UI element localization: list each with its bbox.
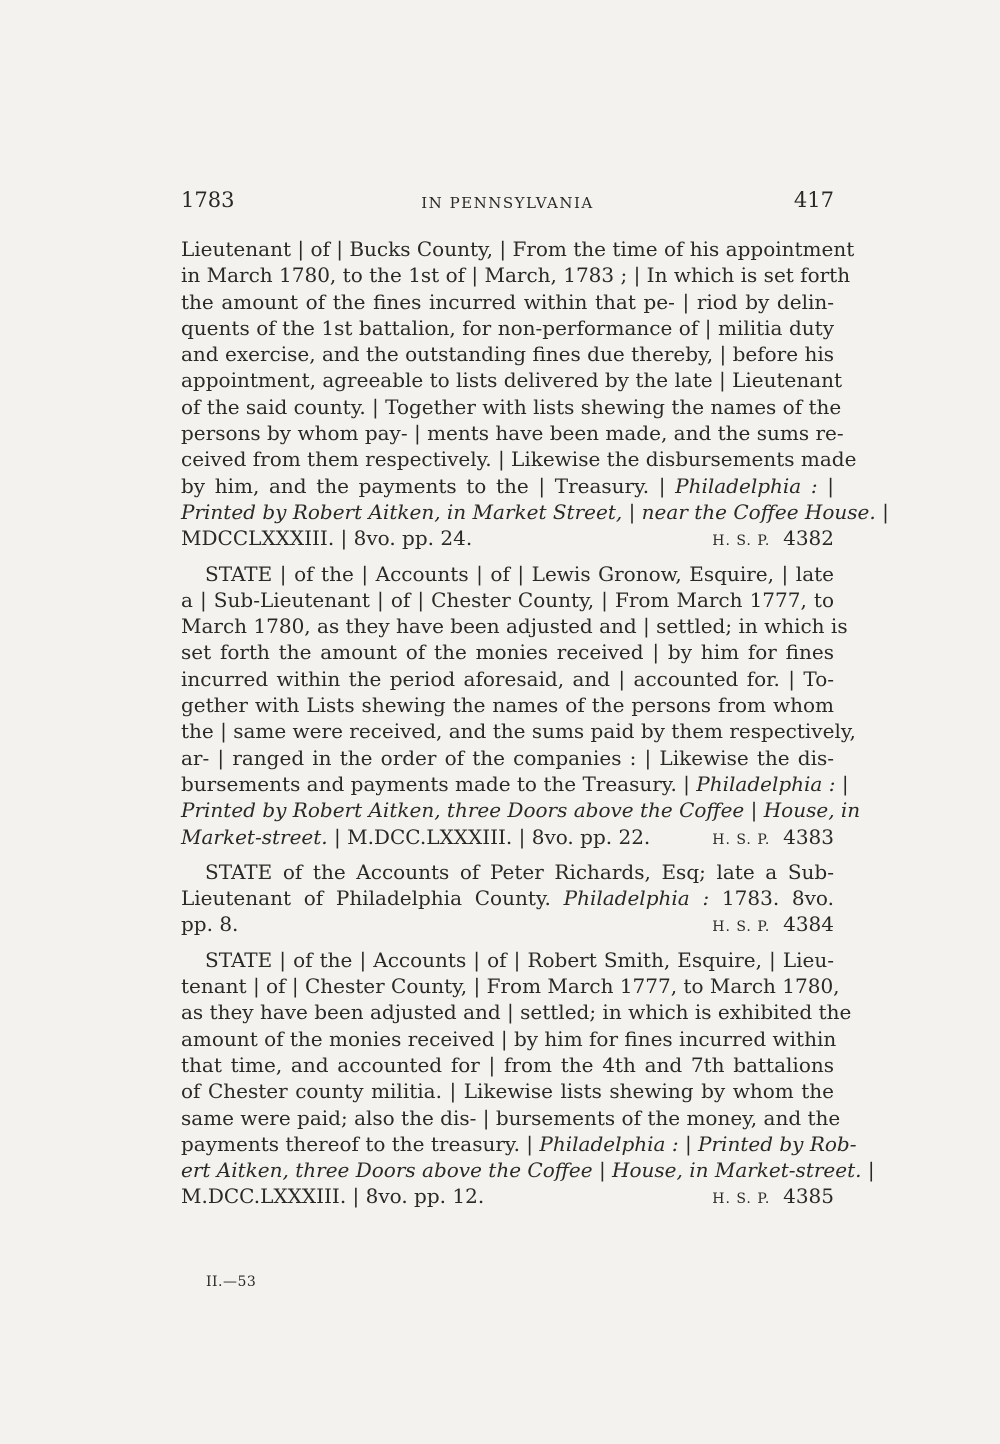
entry-text: | xyxy=(875,499,889,524)
entry-text: payments thereof to the treasury. | xyxy=(181,1131,540,1156)
entry-line: March 1780, as they have been adjusted and | settled; in which is xyxy=(181,614,848,639)
library-code: H. S. P. xyxy=(712,919,771,936)
entry-line: as they have been adjusted and | settled; in which is exhibited the xyxy=(181,1000,852,1025)
header-title: IN PENNSYLVANIA xyxy=(421,194,594,212)
entry-line: STATE | of the | Accounts | of | Robert Smith, Esquire, | Lieu- xyxy=(205,947,834,972)
entry-text: | xyxy=(817,473,834,498)
header-year: 1783 xyxy=(181,188,235,212)
imprint-printer: ert Aitken, three Doors above the Coffee | House, in Market-street. xyxy=(181,1158,862,1183)
imprint-street: Market-street. xyxy=(181,824,328,849)
entry-line: gether with Lists shewing the names of the persons from whom xyxy=(181,693,834,718)
entry-line xyxy=(181,1183,834,1209)
imprint-place: Philadelphia : | Printed by Rob- xyxy=(539,1131,857,1156)
entry-line: the | same were received, and the sums paid by them respectively, xyxy=(181,719,856,744)
catalog-reference xyxy=(712,525,834,554)
imprint-place: Philadelphia : xyxy=(675,473,818,498)
entry-line xyxy=(181,771,849,797)
bibliography-entry-4383 xyxy=(181,561,861,850)
entry-line: of the said county. | Together with lists shewing the names of the xyxy=(181,394,842,419)
entry-line: STATE | of the | Accounts | of | Lewis Gronow, Esquire, | late xyxy=(205,561,834,586)
entry-text: Lieutenant of Philadelphia County. xyxy=(181,886,564,911)
entry-number: 4383 xyxy=(783,824,834,849)
entry-line xyxy=(181,1131,857,1157)
entry-number: 4382 xyxy=(783,526,834,551)
library-code: H. S. P. xyxy=(712,1191,771,1208)
entry-line: quents of the 1st battalion, for non-performance of | militia duty xyxy=(181,315,834,340)
entry-line: ceived from them respectively. | Likewise the disbursements made xyxy=(181,447,857,472)
entry-line: amount of the monies received | by him for fines incurred within xyxy=(181,1026,837,1051)
entry-line: tenant | of | Chester County, | From March 1777, to March 1780, xyxy=(181,974,840,999)
entry-line: persons by whom pay- | ments have been made, and the sums re- xyxy=(181,421,844,446)
entry-line xyxy=(181,797,861,823)
entry-line: in March 1780, to the 1st of | March, 1783 ; | In which is set forth xyxy=(181,263,851,288)
entry-line xyxy=(181,1157,875,1183)
entry-line xyxy=(181,525,834,551)
entry-text: | xyxy=(861,1158,875,1183)
entry-line: same were paid; also the dis- | bursements of the money, and the xyxy=(181,1105,841,1130)
entry-text: | M.DCC.LXXXIII. | 8vo. pp. 22. xyxy=(327,824,651,849)
entry-line: and exercise, and the outstanding fines due thereby, | before his xyxy=(181,342,834,367)
running-header xyxy=(181,188,834,222)
entry-text: by him, and the payments to the | Treasury. | xyxy=(181,473,676,498)
entry-line: set forth the amount of the monies received | by him for fines xyxy=(181,640,834,665)
entry-number: 4385 xyxy=(783,1184,834,1209)
bibliography-entry-4384 xyxy=(181,859,834,938)
bibliography-entry-4385 xyxy=(181,947,875,1210)
entry-text: pp. 8. xyxy=(181,912,239,937)
entry-text: | xyxy=(835,771,849,796)
page-number: 417 xyxy=(793,188,834,212)
entry-text: bursements and payments made to the Treasury. | xyxy=(181,771,697,796)
entry-line xyxy=(181,499,889,525)
entry-text: M.DCC.LXXXIII. | 8vo. pp. 12. xyxy=(181,1184,485,1209)
imprint-printer: Printed by Robert Aitken, three Doors above the Coffee | House, in xyxy=(181,798,861,823)
catalog-reference xyxy=(712,1183,834,1212)
entry-line: the amount of the fines incurred within that pe- | riod by delin- xyxy=(181,289,834,314)
entry-text: MDCCLXXXIII. | 8vo. pp. 24. xyxy=(181,526,473,551)
entry-line: Lieutenant | of | Bucks County, | From the time of his appointment xyxy=(181,237,855,261)
entry-line xyxy=(181,473,834,499)
catalog-reference xyxy=(712,824,834,853)
page-body xyxy=(181,236,889,1213)
imprint-printer: Printed by Robert Aitken, in Market Street, | near the Coffee House. xyxy=(181,499,876,524)
library-code: H. S. P. xyxy=(712,831,771,848)
entry-line xyxy=(181,885,834,911)
signature-mark: II.—53 xyxy=(206,1274,257,1290)
entry-text: 1783. 8vo. xyxy=(709,886,834,911)
entry-line: STATE of the Accounts of Peter Richards, Esq; late a Sub- xyxy=(205,859,834,884)
entry-line xyxy=(181,911,834,937)
entry-line: a | Sub-Lieutenant | of | Chester County, | From March 1777, to xyxy=(181,587,834,612)
entry-line xyxy=(181,824,834,850)
catalog-reference xyxy=(712,911,834,940)
entry-line: that time, and accounted for | from the 4th and 7th battalions xyxy=(181,1052,834,1077)
entry-line: ar- | ranged in the order of the companies : | Likewise the dis- xyxy=(181,745,834,770)
bibliography-entry-4382 xyxy=(181,236,889,552)
imprint-place: Philadelphia : xyxy=(563,886,710,911)
entry-number: 4384 xyxy=(783,912,834,937)
entry-line: of Chester county militia. | Likewise lists shewing by whom the xyxy=(181,1079,834,1104)
library-code: H. S. P. xyxy=(712,533,771,550)
entry-line: incurred within the period aforesaid, and | accounted for. | To- xyxy=(181,666,834,691)
imprint-place: Philadelphia : xyxy=(696,771,836,796)
entry-line: appointment, agreeable to lists delivered by the late | Lieutenant xyxy=(181,368,843,393)
